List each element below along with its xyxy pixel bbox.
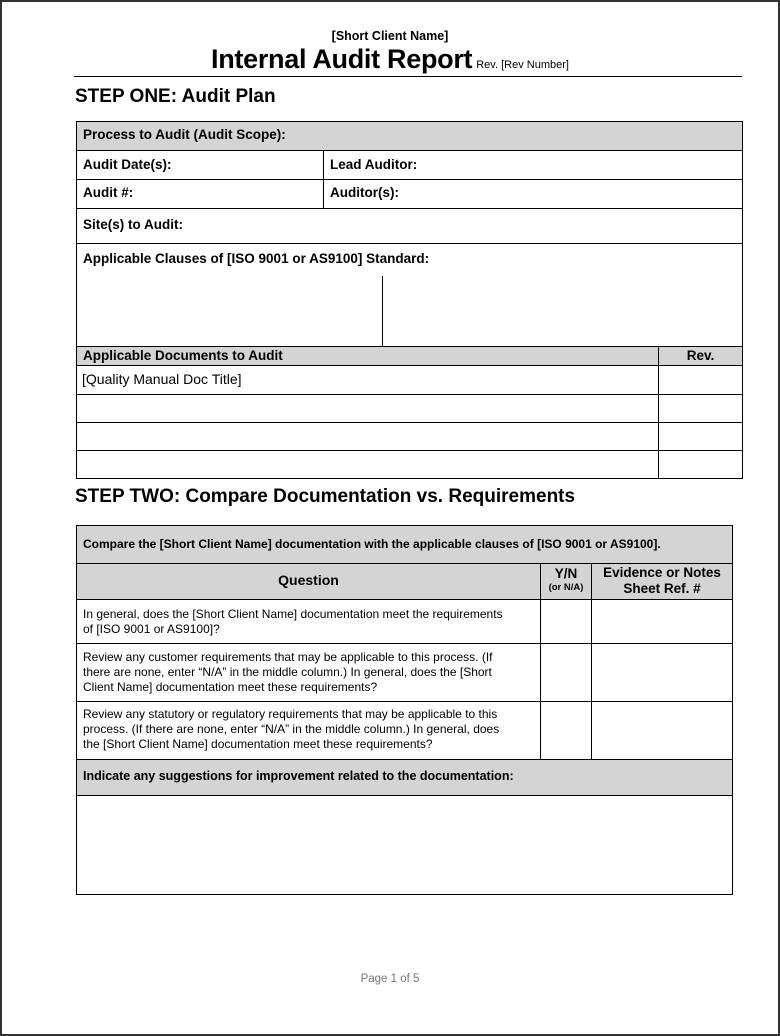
yn-header-label: Y/N xyxy=(554,566,578,581)
yn-column-divider xyxy=(540,564,541,759)
question-1-line-1: In general, does the [Short Client Name] documentation meet the requirements xyxy=(83,607,503,621)
document-row-4[interactable] xyxy=(77,451,658,478)
evidence-header xyxy=(592,564,732,599)
document-rev-3[interactable] xyxy=(659,423,742,451)
step-one-heading: STEP ONE: Audit Plan xyxy=(75,86,276,107)
document-rev-4[interactable] xyxy=(659,451,742,478)
audit-scope-field[interactable] xyxy=(77,122,742,150)
audit-scope-label: Process to Audit (Audit Scope): xyxy=(83,127,286,142)
suggestions-field[interactable] xyxy=(77,796,732,894)
clauses-field[interactable] xyxy=(77,244,742,346)
report-title: Internal Audit Report xyxy=(211,44,473,74)
client-name: [Short Client Name] xyxy=(331,29,449,43)
question-3-line-3: the [Short Client Name] documentation meet these requirements? xyxy=(83,737,433,751)
yn-cell-1[interactable] xyxy=(541,600,591,643)
question-3-line-2: process. (If there are none, enter “N/A” in the middle column.) In general, does xyxy=(83,722,500,736)
documents-header: Applicable Documents to Audit xyxy=(83,348,283,363)
page-number: Page 1 of 5 xyxy=(360,973,420,985)
question-2-line-2: there are none, enter “N/A” in the middle column.) In general, does the [Short xyxy=(83,665,492,679)
audit-dates-field[interactable] xyxy=(77,151,323,179)
clauses-divider xyxy=(382,276,383,346)
question-2-line-3: Client Name] documentation meet these requirements? xyxy=(83,680,378,694)
question-header: Question xyxy=(278,572,339,588)
title-row xyxy=(2,44,778,75)
suggestions-header xyxy=(77,760,732,795)
document-row-3[interactable] xyxy=(77,423,658,451)
evidence-cell-1[interactable] xyxy=(592,600,732,643)
sites-label: Site(s) to Audit: xyxy=(83,217,183,232)
auditors-label: Auditor(s): xyxy=(330,185,399,200)
audit-plan-table xyxy=(76,121,743,479)
suggestions-label: Indicate any suggestions for improvement related to the documentation: xyxy=(83,769,514,783)
evidence-cell-3[interactable] xyxy=(592,702,732,759)
auditors-field[interactable] xyxy=(324,180,742,208)
lead-auditor-label: Lead Auditor: xyxy=(330,157,418,172)
audit-dates-label: Audit Date(s): xyxy=(83,157,172,172)
rev-column-divider xyxy=(658,347,659,478)
sites-field[interactable] xyxy=(77,209,742,243)
question-3-line-1: Review any statutory or regulatory requirements that may be applicable to this xyxy=(83,707,498,721)
yn-header xyxy=(541,564,591,599)
question-row-2 xyxy=(77,644,540,701)
lead-auditor-field[interactable] xyxy=(324,151,742,179)
audit-number-label: Audit #: xyxy=(83,185,134,200)
clauses-label: Applicable Clauses of [ISO 9001 or AS9100] Standard: xyxy=(83,251,430,266)
comparison-table xyxy=(76,525,733,895)
question-1-line-2: of [ISO 9001 or AS9100]? xyxy=(83,622,220,636)
document-rev-2[interactable] xyxy=(659,395,742,423)
document-title: [Quality Manual Doc Title] xyxy=(82,371,242,387)
evidence-column-divider xyxy=(591,564,592,759)
rev-header: Rev. xyxy=(686,348,715,363)
question-row-3 xyxy=(77,702,540,759)
yn-header-sublabel: (or N/A) xyxy=(548,582,584,593)
comparison-intro-text: Compare the [Short Client Name] documentation with the applicable clauses of [ISO 9001 or AS9100]. xyxy=(83,537,661,551)
question-row-1 xyxy=(77,600,540,643)
audit-number-field[interactable] xyxy=(77,180,323,208)
step-two-heading: STEP TWO: Compare Documentation vs. Requirements xyxy=(75,486,576,507)
document-rev-1[interactable] xyxy=(659,366,742,394)
document-row-1[interactable] xyxy=(77,366,658,394)
yn-cell-2[interactable] xyxy=(541,644,591,701)
column-divider xyxy=(323,150,324,208)
question-2-line-1: Review any customer requirements that may be applicable to this process. (If xyxy=(83,650,493,664)
evidence-header-line2: Sheet Ref. # xyxy=(623,581,701,596)
evidence-header-line1: Evidence or Notes xyxy=(603,565,721,580)
title-divider xyxy=(74,76,742,77)
evidence-cell-2[interactable] xyxy=(592,644,732,701)
revision-label: Rev. [Rev Number] xyxy=(476,59,569,71)
yn-cell-3[interactable] xyxy=(541,702,591,759)
document-row-2[interactable] xyxy=(77,395,658,423)
comparison-intro xyxy=(77,526,732,563)
